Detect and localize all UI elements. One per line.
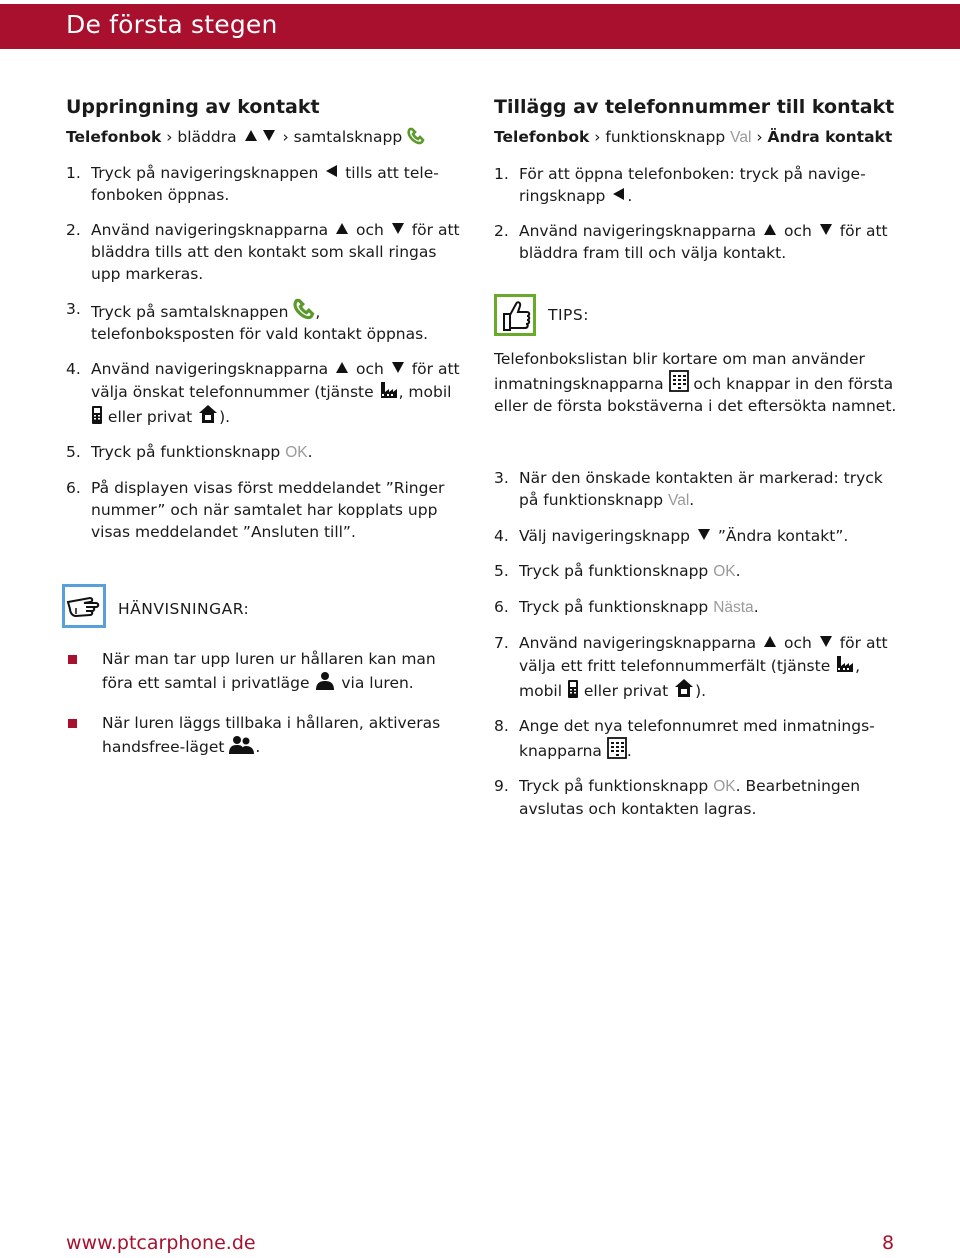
step-number: 7. [494, 634, 509, 652]
step-8 [494, 715, 904, 762]
note-bullet-1 [62, 648, 462, 695]
menu-path [494, 126, 904, 149]
thumbs-up-icon [494, 294, 536, 336]
step-2 [66, 219, 466, 285]
step-number: 6. [494, 598, 509, 616]
section-title-add-number: Tillägg av telefonnummer till kontakt [494, 96, 895, 118]
softkey-label: Val [668, 492, 690, 509]
arrow-up-icon [336, 362, 348, 373]
step-text: Använd navigeringsknapparna och för att välja önskat telefonnummer (tjänste , mobil eller privat ). [91, 360, 460, 426]
step-number: 2. [66, 221, 81, 239]
arrow-up-icon [245, 130, 257, 141]
phone-call-icon [293, 298, 315, 320]
path-phonebook: Telefonbok [66, 128, 162, 146]
softkey-label: Nästa [713, 599, 754, 616]
note-bullet-2 [62, 712, 462, 759]
step-6 [66, 477, 466, 543]
section-title-dialing: Uppringning av kontakt [66, 96, 320, 118]
phone-call-icon [407, 127, 425, 145]
tips-text: Telefonbokslistan blir kortare om man använder inmatningsknapparna och knappar in den första eller de första bokstäverna i det eftersökta namnet. [494, 350, 897, 415]
step-text: Välj navigeringsknapp ”Ändra kontakt”. [519, 527, 849, 545]
step-text: Tryck på samtalsknappen , telefonboksposten för vald kontakt öppnas. [91, 298, 466, 345]
bullet-marker [68, 719, 77, 728]
step-text: Tryck på funktionsknapp OK. [519, 562, 741, 580]
work-number-icon [379, 380, 399, 400]
path-call-key: › samtalsknapp [277, 128, 408, 146]
step-3 [66, 298, 466, 345]
step-text: När den önskade kontakten är markerad: tryck på funktionsknapp Val. [519, 469, 883, 509]
step-number: 5. [494, 562, 509, 580]
step-text: Använd navigeringsknapparna och för att bläddra tills att den kontakt som skall ringas upp markeras. [91, 221, 460, 283]
mobile-phone-icon [567, 679, 579, 699]
step-text: För att öppna telefonboken: tryck på navige-ringsknapp . [519, 165, 866, 205]
step-3 [494, 467, 904, 512]
keypad-icon [607, 737, 627, 759]
bullet-text: När man tar upp luren ur hållaren kan man föra ett samtal i privatläge via luren. [102, 650, 436, 692]
mobile-phone-icon [91, 405, 103, 425]
step-number: 4. [66, 360, 81, 378]
tips-label: TIPS: [548, 306, 589, 324]
step-text: Tryck på funktionsknapp Nästa. [519, 598, 759, 616]
step-number: 2. [494, 222, 509, 240]
step-text: Använd navigeringsknapparna och för att bläddra fram till och välja kontakt. [519, 222, 888, 262]
step-number: 1. [66, 164, 81, 182]
softkey-label: Val [730, 129, 752, 146]
arrow-left-icon [326, 165, 337, 177]
tips-header [494, 294, 904, 336]
handsfree-icon [229, 735, 255, 755]
arrow-down-icon [698, 529, 710, 540]
path-separator: › [751, 128, 768, 146]
step-number: 8. [494, 717, 509, 735]
step-1 [66, 162, 466, 206]
path-phonebook: Telefonbok [494, 128, 590, 146]
page-title: De första stegen [66, 10, 278, 39]
arrow-up-icon [764, 636, 776, 647]
arrow-down-icon [263, 130, 275, 141]
menu-path [66, 126, 466, 148]
arrow-down-icon [392, 362, 404, 373]
path-edit-contact: Ändra kontakt [767, 128, 893, 146]
privacy-mode-icon [314, 671, 336, 691]
path-browse: › bläddra [161, 128, 242, 146]
step-9 [494, 775, 904, 820]
keypad-icon [669, 370, 689, 392]
note-label: HÄNVISNINGAR: [118, 600, 250, 618]
softkey-label: OK [713, 563, 736, 580]
step-text: Tryck på navigeringsknappen tills att tele-fonboken öppnas. [91, 164, 439, 204]
work-number-icon [835, 654, 855, 674]
step-number: 9. [494, 777, 509, 795]
step-text: Ange det nya telefonnumret med inmatnings-knapparna . [519, 717, 875, 760]
arrow-left-icon [613, 188, 624, 200]
home-number-icon [673, 677, 695, 699]
arrow-up-icon [764, 224, 776, 235]
path-function-key: › funktionsknapp [589, 128, 731, 146]
step-text: På displayen visas först meddelandet ”Ringer nummer” och när samtalet har kopplats upp visas meddelandet ”Ansluten till”. [91, 479, 445, 541]
step-text: Använd navigeringsknapparna och för att välja ett fritt telefonnummerfält (tjänste , mobil eller privat ). [519, 634, 888, 700]
bullet-text: När luren läggs tillbaka i hållaren, aktiveras handsfree-läget . [102, 714, 441, 756]
step-number: 4. [494, 527, 509, 545]
pointing-hand-icon [62, 584, 106, 628]
step-6 [494, 596, 904, 619]
step-4 [66, 358, 466, 428]
note-block [62, 584, 462, 776]
page-number: 8 [882, 1232, 895, 1254]
arrow-up-icon [336, 223, 348, 234]
step-number: 3. [494, 469, 509, 487]
step-2 [494, 220, 904, 264]
home-number-icon [197, 403, 219, 425]
softkey-label: OK [285, 444, 308, 461]
arrow-down-icon [820, 636, 832, 647]
step-text: Tryck på funktionsknapp OK. [91, 443, 313, 461]
step-number: 3. [66, 300, 81, 318]
step-number: 6. [66, 479, 81, 497]
bullet-marker [68, 655, 77, 664]
arrow-down-icon [392, 223, 404, 234]
left-column [66, 96, 466, 556]
step-number: 5. [66, 443, 81, 461]
step-text: Tryck på funktionsknapp OK. Bearbetningen avslutas och kontakten lagras. [519, 777, 861, 818]
step-1 [494, 163, 904, 207]
footer-website-link[interactable]: www.ptcarphone.de [66, 1232, 256, 1254]
step-5 [66, 441, 466, 464]
step-number: 1. [494, 165, 509, 183]
right-column [494, 96, 904, 833]
step-4 [494, 525, 904, 547]
step-5 [494, 560, 904, 583]
step-7 [494, 632, 904, 702]
arrow-down-icon [820, 224, 832, 235]
softkey-label: OK [713, 778, 736, 795]
note-header [62, 584, 462, 628]
